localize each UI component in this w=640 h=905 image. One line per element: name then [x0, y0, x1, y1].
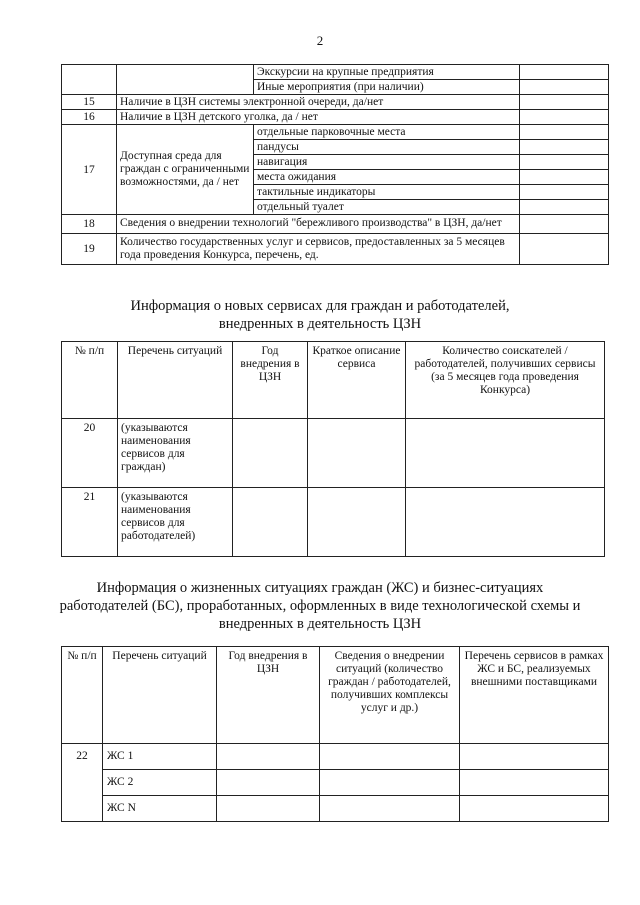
value-cell: [308, 488, 406, 557]
table-cell: Экскурсии на крупные предприятия: [254, 65, 520, 80]
column-header: Год внедрения в ЦЗН: [233, 342, 308, 419]
value-cell: [406, 488, 605, 557]
value-cell: [520, 80, 609, 95]
value-cell: [233, 488, 308, 557]
value-cell: [460, 744, 609, 770]
row-number: 17: [62, 125, 117, 215]
table-cell: Доступная среда для граждан с ограниченными возможностями, да / нет: [117, 125, 254, 215]
section-heading-new-services: [0, 297, 640, 333]
table-cell: тактильные индикаторы: [254, 185, 520, 200]
value-cell: [520, 234, 609, 265]
value-cell: [520, 110, 609, 125]
row-number: 19: [62, 234, 117, 265]
row-number: 16: [62, 110, 117, 125]
table-row: [62, 95, 609, 110]
row-number: 20: [62, 419, 118, 488]
table-row: [62, 125, 609, 140]
value-cell: [406, 419, 605, 488]
table-cell: отдельные парковочные места: [254, 125, 520, 140]
header-row: [62, 342, 605, 419]
column-header: № п/п: [62, 342, 118, 419]
table-row: [62, 110, 609, 125]
table-cell: ЖС N: [103, 796, 217, 822]
table-cell: Сведения о внедрении технологий "бережливого производства" в ЦЗН, да/нет: [117, 215, 520, 234]
value-cell: [520, 215, 609, 234]
table-cell: отдельный туалет: [254, 200, 520, 215]
row-number: 15: [62, 95, 117, 110]
table-cell: ЖС 2: [103, 770, 217, 796]
heading-line: Информация о жизненных ситуациях граждан (ЖС) и бизнес-ситуациях: [96, 580, 544, 596]
value-cell: [520, 170, 609, 185]
table-row: [62, 215, 609, 234]
row-number: 21: [62, 488, 118, 557]
column-header: Сведения о внедрении ситуаций (количество граждан / работодателей, получивших комплексы услуг и др.): [320, 647, 460, 744]
column-header: Перечень ситуаций: [103, 647, 217, 744]
column-header: Краткое описание сервиса: [308, 342, 406, 419]
value-cell: [520, 125, 609, 140]
table-cell: Количество государственных услуг и сервисов, предоставленных за 5 месяцев года проведения Конкурса, перечень, ед.: [117, 234, 520, 265]
column-header: Перечень сервисов в рамках ЖС и БС, реализуемых внешними поставщиками: [460, 647, 609, 744]
table-cell: места ожидания: [254, 170, 520, 185]
value-cell: [217, 770, 320, 796]
column-header: Перечень ситуаций: [118, 342, 233, 419]
row-number: 22: [62, 744, 103, 822]
value-cell: [520, 185, 609, 200]
value-cell: [233, 419, 308, 488]
table-row: [62, 419, 605, 488]
value-cell: [520, 65, 609, 80]
row-number: 18: [62, 215, 117, 234]
table-cell: Наличие в ЦЗН системы электронной очереди, да/нет: [117, 95, 520, 110]
heading-line: внедренных в деятельность ЦЗН: [218, 616, 422, 632]
table-row: [62, 744, 609, 770]
header-row: [62, 647, 609, 744]
life-situations-table: [61, 646, 609, 822]
table-row: [62, 488, 605, 557]
table-cell: навигация: [254, 155, 520, 170]
table-cell: Иные мероприятия (при наличии): [254, 80, 520, 95]
value-cell: [320, 796, 460, 822]
value-cell: [520, 140, 609, 155]
column-header: Год внедрения в ЦЗН: [217, 647, 320, 744]
new-services-table: [61, 341, 605, 557]
table-row: [62, 234, 609, 265]
value-cell: [520, 155, 609, 170]
heading-line: Информация о новых сервисах для граждан и работодателей,: [130, 298, 510, 314]
table-cell: (указываются наименования сервисов для граждан): [118, 419, 233, 488]
heading-line: работодателей (БС), проработанных, оформленных в виде технологической схемы и: [59, 598, 581, 614]
table-cell: ЖС 1: [103, 744, 217, 770]
page-number: 2: [316, 33, 324, 48]
value-cell: [217, 744, 320, 770]
table-cell: Наличие в ЦЗН детского уголка, да / нет: [117, 110, 520, 125]
column-header: № п/п: [62, 647, 103, 744]
value-cell: [460, 770, 609, 796]
value-cell: [217, 796, 320, 822]
value-cell: [308, 419, 406, 488]
table-cell: [62, 65, 117, 95]
table-cell: (указываются наименования сервисов для работодателей): [118, 488, 233, 557]
section-heading-life-situations: [0, 579, 640, 633]
value-cell: [520, 95, 609, 110]
value-cell: [320, 770, 460, 796]
value-cell: [460, 796, 609, 822]
table-cell: [117, 65, 254, 95]
heading-line: внедренных в деятельность ЦЗН: [218, 316, 422, 332]
value-cell: [520, 200, 609, 215]
value-cell: [320, 744, 460, 770]
table-row: [62, 65, 609, 80]
column-header: Количество соискателей / работодателей, получивших сервисы (за 5 месяцев года проведения Конкурса): [406, 342, 605, 419]
table-row: [62, 770, 609, 796]
criteria-table: [61, 64, 609, 265]
table-row: [62, 796, 609, 822]
table-cell: пандусы: [254, 140, 520, 155]
